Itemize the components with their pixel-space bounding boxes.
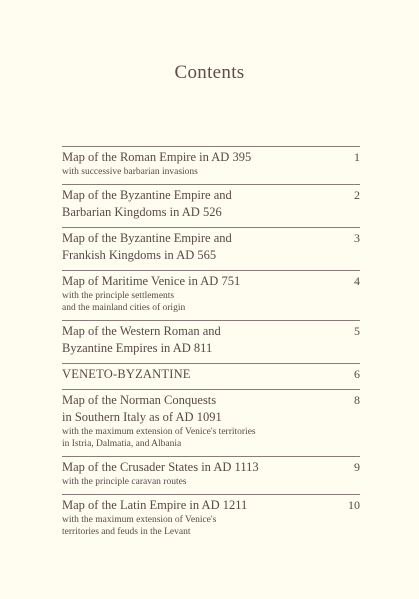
- entry-title: Map of the Byzantine Empire and Barbarian Kingdoms in AD 526: [62, 188, 232, 219]
- toc-entry[interactable]: [62, 320, 360, 357]
- page-title: Contents: [174, 62, 245, 83]
- toc-section-heading[interactable]: [62, 363, 360, 383]
- entry-subtitle: with the principle caravan routes: [62, 477, 187, 487]
- page-number: 1: [354, 150, 360, 164]
- section-title: VENETO-BYZANTINE: [62, 367, 191, 381]
- toc-entry[interactable]: [62, 227, 360, 264]
- page-number: 2: [354, 188, 360, 202]
- entry-subtitle: with successive barbarian invasions: [62, 167, 198, 177]
- page-number: 5: [354, 324, 360, 338]
- toc-entry[interactable]: [62, 456, 360, 488]
- toc-entry[interactable]: [62, 494, 360, 538]
- toc-entry[interactable]: [62, 184, 360, 221]
- entry-title: Map of the Norman Conquests in Southern Italy as of AD 1091: [62, 393, 222, 424]
- page-number: 9: [354, 460, 360, 474]
- page-number: 10: [348, 498, 360, 512]
- table-of-contents: [62, 146, 360, 544]
- entry-title: Map of the Crusader States in AD 1113: [62, 460, 259, 474]
- toc-entry[interactable]: [62, 389, 360, 450]
- entry-title: Map of the Byzantine Empire and Frankish Kingdoms in AD 565: [62, 231, 232, 262]
- entry-title: Map of Maritime Venice in AD 751: [62, 274, 241, 288]
- entry-title: Map of the Latin Empire in AD 1211: [62, 498, 248, 512]
- page-number: 4: [354, 274, 360, 288]
- entry-title: Map of the Western Roman and Byzantine Empires in AD 811: [62, 324, 221, 355]
- page-number: 6: [354, 367, 360, 381]
- page-number: 8: [354, 393, 360, 407]
- entry-subtitle: with the principle settlements and the mainland cities of origin: [62, 291, 186, 313]
- entry-title: Map of the Roman Empire in AD 395: [62, 150, 252, 164]
- toc-entry[interactable]: [62, 146, 360, 178]
- page-number: 3: [354, 231, 360, 245]
- entry-subtitle: with the maximum extension of Venice's territories in Istria, Dalmatia, and Albania: [62, 427, 256, 449]
- toc-entry[interactable]: [62, 270, 360, 314]
- entry-subtitle: with the maximum extension of Venice's territories and feuds in the Levant: [62, 515, 217, 537]
